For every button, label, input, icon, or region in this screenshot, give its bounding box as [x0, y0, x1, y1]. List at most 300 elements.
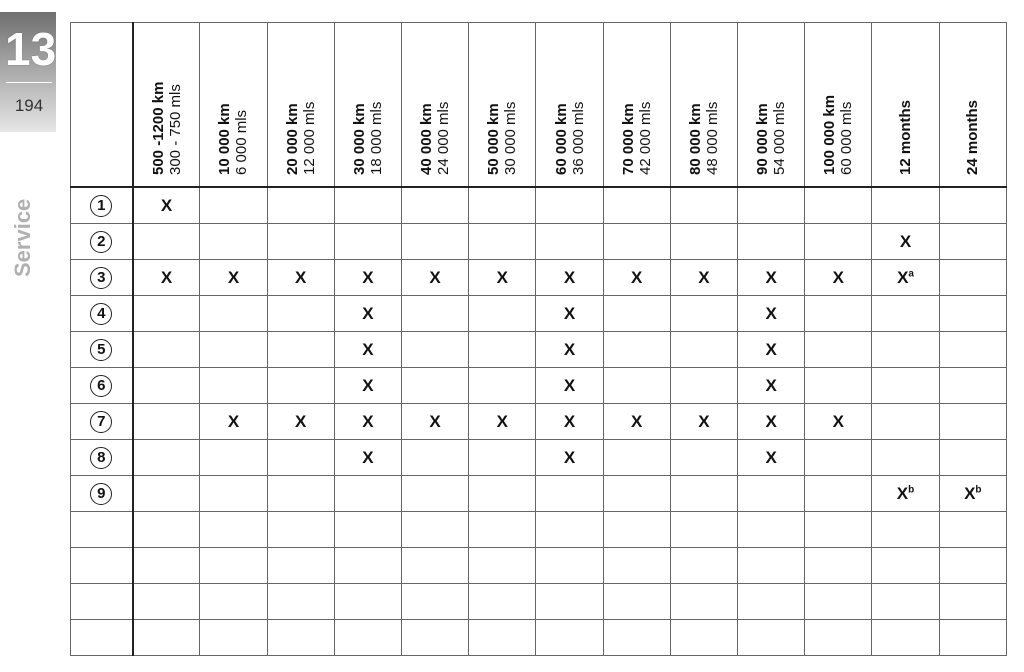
item-number-badge: 8	[90, 447, 112, 469]
service-mark: X	[631, 411, 643, 431]
schedule-cell	[603, 404, 670, 440]
interval-header	[939, 23, 1006, 188]
schedule-cell	[536, 620, 603, 656]
schedule-cell	[402, 620, 469, 656]
schedule-cell	[738, 440, 805, 476]
schedule-cell	[469, 620, 536, 656]
schedule-cell	[200, 260, 267, 296]
schedule-cell	[536, 476, 603, 512]
schedule-cell	[670, 440, 737, 476]
interval-primary-label: 80 000 km	[686, 103, 704, 175]
schedule-cell	[267, 368, 334, 404]
interval-header-label	[754, 29, 788, 175]
schedule-cell	[805, 187, 872, 224]
schedule-cell	[536, 332, 603, 368]
schedule-cell	[334, 440, 401, 476]
service-mark: X	[563, 411, 576, 431]
schedule-cell	[603, 187, 670, 224]
interval-secondary-label: 36 000 mls	[569, 101, 587, 175]
interval-secondary-label: 48 000 mls	[703, 101, 721, 175]
item-number-cell	[71, 296, 133, 332]
table-row	[71, 260, 1007, 296]
schedule-cell	[267, 187, 334, 224]
schedule-cell	[469, 187, 536, 224]
service-mark: X	[295, 267, 307, 287]
interval-primary-label: 50 000 km	[485, 103, 503, 175]
interval-header-label	[485, 29, 519, 175]
service-mark: X	[765, 375, 777, 395]
schedule-cell	[738, 332, 805, 368]
schedule-cell	[738, 187, 805, 224]
interval-header-label	[687, 29, 721, 175]
schedule-cell	[133, 368, 200, 404]
schedule-cell	[536, 296, 603, 332]
schedule-cell	[939, 332, 1006, 368]
interval-secondary-label: 12 000 mls	[300, 101, 318, 175]
schedule-cell	[872, 548, 939, 584]
service-mark: $X^b$	[964, 483, 982, 503]
interval-header-label	[418, 29, 452, 175]
item-number-cell	[71, 584, 133, 620]
interval-primary-label: 30 000 km	[350, 103, 368, 175]
schedule-cell	[670, 476, 737, 512]
interval-secondary-label: 18 000 mls	[367, 101, 385, 175]
interval-secondary-label: 24 000 mls	[435, 101, 453, 175]
schedule-cell	[402, 187, 469, 224]
interval-header-label	[216, 29, 250, 175]
schedule-cell	[670, 548, 737, 584]
interval-header	[872, 23, 939, 188]
interval-primary-label: 90 000 km	[754, 103, 772, 175]
service-mark: X	[698, 267, 710, 287]
schedule-cell	[133, 512, 200, 548]
schedule-cell	[267, 512, 334, 548]
schedule-cell	[872, 440, 939, 476]
schedule-cell	[805, 260, 872, 296]
schedule-cell	[872, 368, 939, 404]
interval-header	[603, 23, 670, 188]
table-row	[71, 404, 1007, 440]
schedule-cell	[200, 224, 267, 260]
schedule-cell	[670, 296, 737, 332]
schedule-cell	[536, 404, 603, 440]
service-mark: X	[429, 267, 441, 287]
schedule-cell	[603, 332, 670, 368]
service-mark: X	[227, 267, 240, 287]
interval-header-label	[964, 29, 981, 175]
service-mark: X	[765, 303, 777, 323]
schedule-cell	[603, 476, 670, 512]
schedule-cell	[133, 476, 200, 512]
item-number-cell	[71, 260, 133, 296]
item-number-badge: 5	[90, 339, 112, 361]
schedule-cell	[738, 260, 805, 296]
chapter-divider	[6, 82, 52, 83]
schedule-cell	[334, 512, 401, 548]
table-row	[71, 476, 1007, 512]
schedule-cell	[536, 187, 603, 224]
schedule-cell	[872, 260, 939, 296]
page-number: 194	[14, 96, 44, 115]
service-mark: X	[362, 303, 374, 323]
schedule-cell	[738, 296, 805, 332]
section-label: Service	[10, 198, 35, 278]
service-mark: X	[563, 303, 576, 323]
schedule-cell	[738, 476, 805, 512]
service-mark: X	[563, 267, 576, 287]
item-number-cell	[71, 440, 133, 476]
interval-primary-label: 60 000 km	[552, 103, 570, 175]
schedule-cell	[267, 332, 334, 368]
interval-header	[402, 23, 469, 188]
header-corner-cell	[71, 23, 133, 188]
schedule-cell	[805, 620, 872, 656]
schedule-cell	[267, 224, 334, 260]
service-mark: X	[765, 411, 777, 431]
service-mark: X	[563, 339, 576, 359]
schedule-cell	[469, 584, 536, 620]
schedule-cell	[133, 224, 200, 260]
table-row	[71, 512, 1007, 548]
interval-header	[805, 23, 872, 188]
chapter-tab	[0, 12, 56, 132]
schedule-cell	[402, 260, 469, 296]
service-mark: X	[899, 231, 912, 251]
service-mark: X	[496, 411, 508, 431]
item-number-cell	[71, 548, 133, 584]
item-number-cell	[71, 368, 133, 404]
schedule-cell	[670, 368, 737, 404]
schedule-cell	[402, 548, 469, 584]
service-mark: X	[160, 195, 173, 215]
service-mark: X	[563, 375, 576, 395]
schedule-cell	[738, 224, 805, 260]
service-mark: X	[362, 339, 374, 359]
schedule-cell	[334, 584, 401, 620]
schedule-cell	[738, 584, 805, 620]
service-mark: X	[563, 447, 576, 467]
interval-header-label	[553, 29, 587, 175]
item-number-badge: 6	[90, 375, 112, 397]
schedule-cell	[133, 260, 200, 296]
schedule-cell	[670, 584, 737, 620]
schedule-cell	[603, 260, 670, 296]
schedule-cell	[334, 476, 401, 512]
item-number-badge: 9	[90, 483, 112, 505]
schedule-cell	[872, 404, 939, 440]
schedule-cell	[133, 620, 200, 656]
schedule-cell	[603, 584, 670, 620]
schedule-cell	[805, 584, 872, 620]
schedule-cell	[200, 548, 267, 584]
interval-header-label	[351, 29, 385, 175]
schedule-cell	[267, 404, 334, 440]
interval-header-label	[897, 29, 914, 175]
schedule-cell	[133, 296, 200, 332]
item-number-badge: 4	[90, 303, 112, 325]
footnote-marker: b	[908, 483, 915, 495]
schedule-cell	[200, 187, 267, 224]
schedule-cell	[872, 512, 939, 548]
interval-header	[267, 23, 334, 188]
schedule-cell	[670, 187, 737, 224]
service-mark: X	[362, 375, 374, 395]
schedule-cell	[805, 224, 872, 260]
item-number-badge: 7	[90, 411, 112, 433]
service-mark: X	[295, 411, 307, 431]
service-mark: X	[362, 267, 374, 287]
interval-primary-label: 10 000 km	[216, 103, 234, 175]
interval-secondary-label: 6 000 mls	[233, 109, 251, 175]
schedule-cell	[402, 368, 469, 404]
schedule-cell	[603, 548, 670, 584]
item-number-badge: 2	[90, 231, 112, 253]
table-header-row	[71, 23, 1007, 188]
footnote-marker: a	[908, 267, 914, 279]
item-number-cell	[71, 187, 133, 224]
schedule-cell	[200, 368, 267, 404]
item-number-badge: 3	[90, 267, 112, 289]
schedule-cell	[200, 620, 267, 656]
service-mark: X	[832, 267, 844, 287]
schedule-cell	[805, 440, 872, 476]
interval-header-label	[150, 29, 184, 175]
interval-secondary-label: 300 - 750 mls	[166, 84, 184, 175]
interval-header	[200, 23, 267, 188]
schedule-cell	[536, 584, 603, 620]
schedule-cell	[536, 260, 603, 296]
schedule-cell	[469, 548, 536, 584]
schedule-cell	[670, 620, 737, 656]
schedule-cell	[334, 620, 401, 656]
item-number-cell	[71, 620, 133, 656]
schedule-cell	[872, 584, 939, 620]
schedule-cell	[872, 296, 939, 332]
schedule-cell	[469, 440, 536, 476]
table-row	[71, 548, 1007, 584]
schedule-cell	[133, 332, 200, 368]
table-row	[71, 187, 1007, 224]
interval-primary-label: 24 months	[964, 99, 982, 175]
schedule-cell	[738, 548, 805, 584]
schedule-cell	[872, 332, 939, 368]
schedule-cell	[603, 368, 670, 404]
schedule-cell	[402, 584, 469, 620]
schedule-cell	[334, 404, 401, 440]
schedule-cell	[469, 512, 536, 548]
service-mark: X	[698, 411, 710, 431]
schedule-cell	[334, 260, 401, 296]
schedule-cell	[402, 440, 469, 476]
schedule-cell	[738, 512, 805, 548]
schedule-cell	[939, 404, 1006, 440]
footnote-marker: b	[975, 483, 982, 495]
schedule-cell	[872, 187, 939, 224]
table-row	[71, 620, 1007, 656]
schedule-cell	[267, 620, 334, 656]
table-row	[71, 296, 1007, 332]
schedule-cell	[939, 296, 1006, 332]
item-number-cell	[71, 332, 133, 368]
schedule-cell	[603, 512, 670, 548]
table-row	[71, 584, 1007, 620]
schedule-cell	[670, 332, 737, 368]
service-mark: X	[765, 267, 777, 287]
schedule-cell	[805, 404, 872, 440]
schedule-cell	[872, 476, 939, 512]
schedule-cell	[805, 332, 872, 368]
schedule-cell	[469, 368, 536, 404]
schedule-cell	[402, 404, 469, 440]
schedule-cell	[939, 187, 1006, 224]
table-row	[71, 440, 1007, 476]
schedule-cell	[738, 620, 805, 656]
schedule-cell	[267, 296, 334, 332]
schedule-cell	[469, 224, 536, 260]
schedule-cell	[402, 512, 469, 548]
schedule-cell	[200, 476, 267, 512]
schedule-cell	[200, 296, 267, 332]
schedule-cell	[402, 296, 469, 332]
service-mark: X	[160, 267, 173, 287]
schedule-cell	[536, 224, 603, 260]
schedule-cell	[603, 296, 670, 332]
interval-primary-label: 70 000 km	[619, 103, 637, 175]
schedule-cell	[939, 440, 1006, 476]
item-number-cell	[71, 512, 133, 548]
interval-header-label	[620, 29, 654, 175]
schedule-cell	[267, 476, 334, 512]
schedule-cell	[603, 224, 670, 260]
service-mark: X	[832, 411, 844, 431]
schedule-cell	[334, 224, 401, 260]
item-number-cell	[71, 476, 133, 512]
schedule-cell	[334, 548, 401, 584]
schedule-cell	[267, 584, 334, 620]
schedule-cell	[402, 476, 469, 512]
service-mark: X	[429, 411, 441, 431]
interval-primary-label: 500 -1200 km	[149, 81, 167, 175]
interval-header-label	[821, 29, 855, 175]
service-mark: X	[362, 447, 374, 467]
schedule-cell	[334, 332, 401, 368]
schedule-cell	[603, 440, 670, 476]
schedule-cell	[469, 404, 536, 440]
schedule-cell	[469, 296, 536, 332]
schedule-cell	[267, 440, 334, 476]
schedule-cell	[200, 440, 267, 476]
schedule-cell	[738, 368, 805, 404]
interval-header	[670, 23, 737, 188]
chapter-number: 13	[5, 23, 57, 75]
table-row	[71, 332, 1007, 368]
schedule-cell	[200, 512, 267, 548]
schedule-cell	[402, 332, 469, 368]
interval-primary-label: 40 000 km	[418, 103, 436, 175]
service-mark: X	[765, 447, 777, 467]
interval-secondary-label: 42 000 mls	[636, 101, 654, 175]
schedule-cell	[939, 260, 1006, 296]
service-mark: X	[496, 267, 508, 287]
service-schedule-table	[70, 22, 1007, 656]
schedule-cell	[536, 440, 603, 476]
interval-secondary-label: 60 000 mls	[838, 101, 856, 175]
schedule-cell	[334, 368, 401, 404]
schedule-cell	[133, 584, 200, 620]
schedule-cell	[133, 187, 200, 224]
interval-header	[536, 23, 603, 188]
service-mark: X	[227, 411, 240, 431]
schedule-cell	[670, 404, 737, 440]
schedule-cell	[469, 476, 536, 512]
schedule-cell	[805, 548, 872, 584]
schedule-cell	[603, 620, 670, 656]
schedule-cell	[402, 224, 469, 260]
schedule-cell	[939, 512, 1006, 548]
schedule-cell	[334, 296, 401, 332]
interval-header	[738, 23, 805, 188]
item-number-badge: 1	[90, 195, 112, 217]
service-mark: $X^b$	[896, 483, 915, 503]
interval-header	[133, 23, 200, 188]
schedule-cell	[334, 187, 401, 224]
schedule-cell	[267, 548, 334, 584]
schedule-cell	[200, 404, 267, 440]
table-row	[71, 368, 1007, 404]
interval-header	[469, 23, 536, 188]
schedule-cell	[939, 476, 1006, 512]
schedule-cell	[133, 440, 200, 476]
schedule-cell	[200, 332, 267, 368]
schedule-cell	[805, 476, 872, 512]
schedule-cell	[133, 548, 200, 584]
schedule-cell	[939, 548, 1006, 584]
table-row	[71, 224, 1007, 260]
schedule-cell	[939, 584, 1006, 620]
schedule-cell	[939, 224, 1006, 260]
schedule-cell	[805, 296, 872, 332]
interval-header-label	[284, 29, 318, 175]
interval-primary-label: 100 000 km	[821, 94, 839, 175]
schedule-cell	[469, 260, 536, 296]
service-mark: X	[631, 267, 643, 287]
interval-primary-label: 12 months	[897, 99, 915, 175]
schedule-cell	[805, 368, 872, 404]
interval-primary-label: 20 000 km	[283, 103, 301, 175]
schedule-cell	[670, 224, 737, 260]
schedule-cell	[738, 404, 805, 440]
schedule-cell	[939, 620, 1006, 656]
item-number-cell	[71, 404, 133, 440]
item-number-cell	[71, 224, 133, 260]
schedule-cell	[469, 332, 536, 368]
schedule-cell	[536, 368, 603, 404]
service-mark: $X^a$	[897, 267, 914, 287]
service-mark: X	[765, 339, 777, 359]
schedule-cell	[536, 548, 603, 584]
interval-secondary-label: 30 000 mls	[502, 101, 520, 175]
service-mark: X	[362, 411, 374, 431]
schedule-cell	[939, 368, 1006, 404]
schedule-cell	[670, 260, 737, 296]
schedule-cell	[200, 584, 267, 620]
schedule-cell	[133, 404, 200, 440]
interval-header	[334, 23, 401, 188]
schedule-cell	[872, 620, 939, 656]
schedule-cell	[536, 512, 603, 548]
schedule-cell	[872, 224, 939, 260]
schedule-cell	[805, 512, 872, 548]
